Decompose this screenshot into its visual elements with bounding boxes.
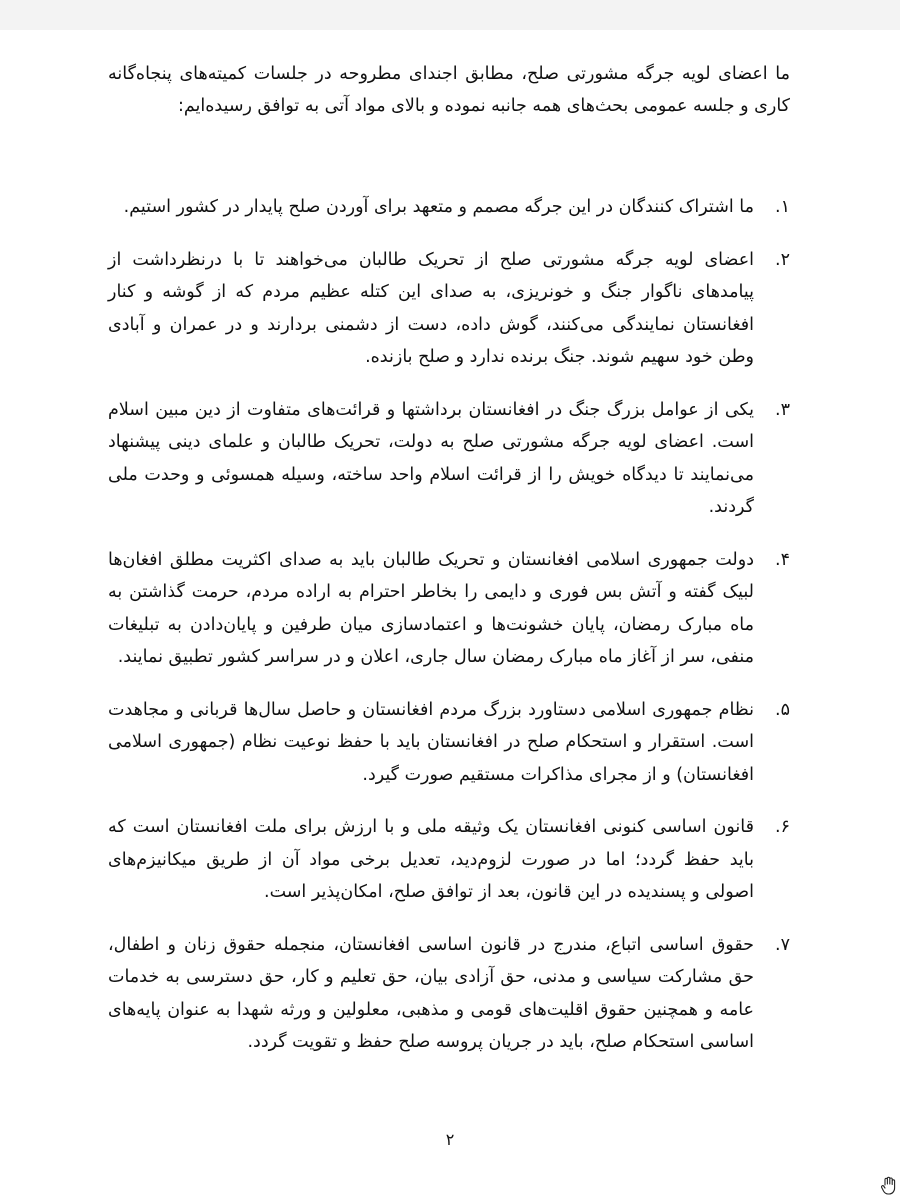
list-item bbox=[108, 544, 790, 674]
list-item bbox=[108, 929, 790, 1059]
item-text: اعضای لویه جرگه مشورتی صلح از تحریک طالبان می‌خواهند تا با درنظرداشت از پیامدهای ناگوار جنگ و خونریزی، به صدای این کتله عظیم مردم که از گوشه و کنار افغانستان نمایندگی می‌کنند، گوش داده، دست از دشمنی بردارند و در عمران و آبادی وطن خود سهیم شوند. جنگ برنده ندارد و صلح بازنده. bbox=[108, 249, 754, 367]
list-item bbox=[108, 244, 790, 374]
viewer-top-bar bbox=[0, 0, 900, 30]
resolution-list bbox=[108, 191, 790, 1079]
item-number: ۳. bbox=[775, 399, 790, 420]
hand-cursor-icon[interactable] bbox=[880, 1176, 898, 1196]
item-number: ۵. bbox=[775, 699, 790, 720]
item-number: ۶. bbox=[775, 817, 790, 837]
list-item bbox=[108, 694, 790, 792]
item-number: ۱. bbox=[775, 197, 790, 217]
list-item bbox=[108, 811, 790, 909]
intro-paragraph: ما اعضای لویه جرگه مشورتی صلح، مطابق اجندای مطروحه در جلسات کمیته‌های پنجاه‌گانه کاری و جلسه عمومی بحث‌های همه جانبه نموده و بالای مواد آتی به توافق رسیده‌ایم: bbox=[108, 64, 790, 116]
item-text: قانون اساسی کنونی افغانستان یک وثیقه ملی و با ارزش برای ملت افغانستان است که باید حفظ گردد؛ اما در صورت لزوم‌دید، تعدیل برخی مواد آن از طریق میکانیزم‌های اصولی و پسندیده در این قانون، بعد از توافق صلح، امکان‌پذیر است. bbox=[108, 817, 754, 902]
item-text: یکی از عوامل بزرگ جنگ در افغانستان برداشتها و قرائت‌های متفاوت از دین مبین اسلام است. اعضای لویه جرگه مشورتی صلح به دولت، تحریک طالبان و علمای دینی پیشنهاد می‌نمایند تا دیدگاه خویش را از قرائت اسلام واحد ساخته، وسیله همسوئی و وحدت ملی گردند. bbox=[108, 399, 754, 517]
item-text: ما اشتراک کنندگان در این جرگه مصمم و متعهد برای آوردن صلح پایدار در کشور استیم. bbox=[123, 197, 754, 217]
page-number: ۲ bbox=[445, 1130, 455, 1149]
list-item bbox=[108, 191, 790, 224]
item-number: ۲. bbox=[775, 249, 790, 270]
item-text: دولت جمهوری اسلامی افغانستان و تحریک طالبان باید به صدای اکثریت مطلق افغان‌ها لبیک گفته و آتش بس فوری و دایمی را بخاطر احترام به اراده مردم، حرمت گذاشتن به ماه مبارک رمضان، پایان خشونت‌ها و اعتمادسازی میان طرفین و پایان‌دادن به تبلیغات منفی، سر از آغاز ماه مبارک رمضان سال جاری، اعلان و در سراسر کشور تطبیق نمایند. bbox=[108, 549, 754, 667]
item-number: ۷. bbox=[775, 934, 790, 955]
document-page bbox=[108, 58, 790, 1052]
item-text: نظام جمهوری اسلامی دستاورد بزرگ مردم افغانستان و حاصل سال‌ها قربانی و مجاهدت است. استقرار و استحکام صلح در افغانستان باید با حفظ نوعیت نظام (جمهوری اسلامی افغانستان) و از مجرای مذاکرات مستقیم صورت گیرد. bbox=[108, 699, 754, 785]
list-item bbox=[108, 394, 790, 524]
item-text: حقوق اساسی اتباع، مندرج در قانون اساسی افغانستان، منجمله حقوق زنان و اطفال، حق مشارکت سیاسی و مدنی، حق آزادی بیان، حق تعلیم و کار، حق دسترسی به خدمات عامه و همچنین حقوق اقلیت‌های قومی و مذهبی، معلولین و ورثه شهدا به عنوان پایه‌های اساسی استحکام صلح، باید در جریان پروسه صلح حفظ و تقویت گردد. bbox=[108, 934, 754, 1052]
item-number: ۴. bbox=[775, 549, 790, 570]
